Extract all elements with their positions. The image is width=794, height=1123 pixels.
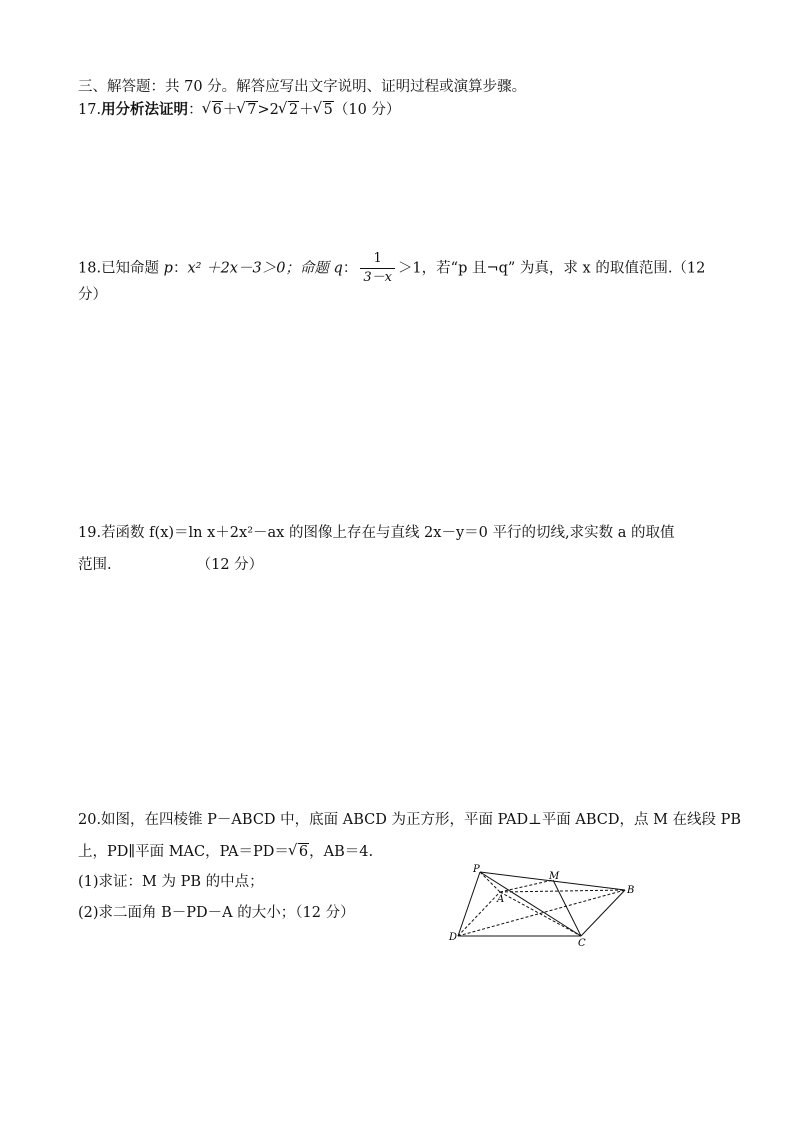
pyramid-figure — [440, 860, 640, 950]
label-D: D — [449, 932, 458, 943]
q18-colon-2: ： — [342, 260, 358, 277]
q20-ab: ，AB＝4. — [309, 844, 374, 860]
q20-sub-1: (1)求证：M 为 PB 的中点； — [78, 874, 264, 890]
question-19 — [78, 523, 674, 543]
label-M: M — [549, 871, 560, 882]
question-17 — [78, 100, 400, 120]
q20-sqrt-6: √ 6 — [289, 842, 309, 862]
q19-score: （12 分） — [196, 557, 264, 573]
q17-sqrt-6: √ 6 — [203, 100, 223, 120]
label-C: C — [578, 938, 586, 949]
edge-DA — [458, 892, 500, 936]
q20-condition: 上，PD∥平面 MAC，PA＝PD＝ — [78, 844, 289, 860]
q18-colon: ： — [172, 260, 188, 277]
edge-AB — [500, 890, 625, 892]
q18-number: 18. — [78, 260, 102, 277]
q19-line-2 — [78, 555, 263, 575]
q20-sub-2: (2)求二面角 B－PD－A 的大小；（12 分） — [78, 905, 355, 921]
edge-PD — [458, 872, 480, 936]
q17-bold-label: 用分析法证明 — [101, 101, 189, 118]
edge-PA — [480, 872, 500, 892]
q19-text: 若函数 f(x)＝ln x＋2x²－ax 的图像上存在与直线 2x－y＝0 平行的切线,求实数 a 的取值 — [101, 525, 675, 541]
q18-fraction: $\frac{1}{3-x}$ — [360, 250, 395, 287]
q17-sqrt-2: √ 2 — [279, 100, 299, 120]
label-P: P — [473, 864, 480, 875]
q17-plus-2: ＋ — [299, 102, 314, 118]
section-header: 三、解答题：共 70 分。解答应写出文字说明、证明过程或演算步骤。 — [78, 79, 527, 95]
q20-line-2 — [78, 842, 373, 862]
question-20: 20.如图，在四棱锥 P－ABCD 中，底面 ABCD 为正方形，平面 PAD⊥平面 ABCD，点 M 在线段 PB — [78, 812, 742, 828]
edge-AC — [500, 892, 581, 936]
q17-gt: >2 — [257, 102, 279, 118]
q18-text: 已知命题 — [101, 260, 164, 277]
edge-DB — [458, 890, 625, 936]
q19-number: 19. — [78, 525, 102, 541]
q18-line-2: 分） — [78, 287, 107, 303]
edge-CB — [581, 890, 625, 936]
q17-score: （10 分） — [333, 102, 401, 118]
q17-plus: ＋ — [222, 102, 238, 118]
q17-number: 17. — [78, 102, 102, 118]
q17-sqrt-7: √ 7 — [237, 100, 257, 120]
q18-inequality: x² ＋2x－3＞0；命题 — [187, 260, 334, 277]
label-A: A — [497, 894, 505, 905]
q18-p: p — [163, 260, 173, 277]
label-B: B — [627, 885, 635, 896]
q17-sqrt-5: √ 5 — [314, 100, 334, 120]
edge-PC — [480, 872, 581, 936]
q19-range: 范围. — [78, 557, 112, 573]
question-18 — [78, 250, 705, 287]
q18-condition: ＞1，若“p 且¬q” 为真，求 x 的取值范围.（12 — [397, 260, 706, 277]
q18-q: q — [333, 260, 343, 277]
q17-colon: ： — [188, 102, 203, 118]
